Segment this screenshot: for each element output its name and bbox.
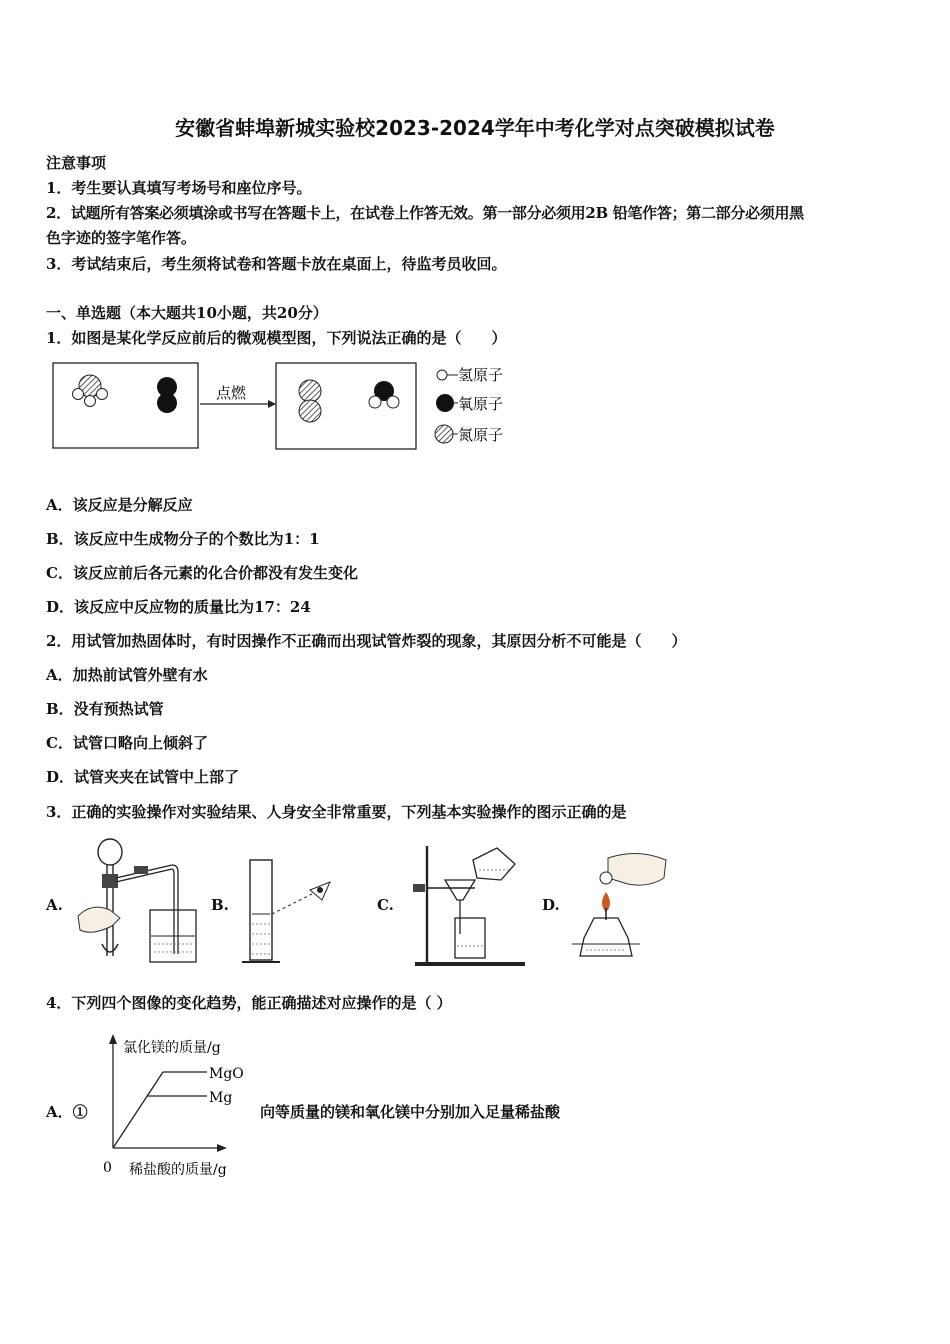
q2-option-c: C．试管口略向上倾斜了 <box>46 734 208 752</box>
q1-option-a: A．该反应是分解反应 <box>46 496 193 514</box>
legend-oxygen-icon <box>436 394 454 412</box>
q2-option-a: A．加热前试管外壁有水 <box>46 666 208 684</box>
legend-hydrogen: 氢原子 <box>458 366 504 384</box>
arrow-label: 点燃 <box>216 384 247 402</box>
q1-option-b: B．该反应中生成物分子的个数比为1：1 <box>46 530 320 548</box>
q4-graph <box>95 1032 260 1182</box>
legend-oxygen: 氧原子 <box>458 395 504 413</box>
q2-option-b: B．没有预热试管 <box>46 700 164 718</box>
series-label-mg: Mg <box>209 1090 233 1106</box>
oxygen-atom <box>157 393 177 413</box>
q3-image-d-alcohol-lamp <box>568 848 678 968</box>
q4-option-a-label: A．① <box>46 1103 88 1121</box>
hydrogen-atom <box>97 389 108 400</box>
reaction-model-diagram <box>50 360 550 455</box>
page-title: 安徽省蚌埠新城实验校2023-2024学年中考化学对点突破模拟试卷 <box>175 116 775 140</box>
q1-option-c: C．该反应前后各元素的化合价都没有发生变化 <box>46 564 358 582</box>
hydrogen-atom <box>369 396 381 408</box>
question-3-stem: 3．正确的实验操作对实验结果、人身安全非常重要，下列基本实验操作的图示正确的是 <box>46 803 627 821</box>
q3-image-a-airtight-check <box>72 836 202 968</box>
legend-nitrogen-icon <box>435 425 453 443</box>
section-heading: 一、单选题（本大题共10小题，共20分） <box>46 304 328 322</box>
series-line-mgo <box>113 1072 163 1148</box>
graph-ylabel: 氯化镁的质量/g <box>123 1040 221 1056</box>
hydrogen-atom <box>387 396 399 408</box>
hydrogen-atom <box>85 396 96 407</box>
question-1-stem: 1．如图是某化学反应前后的微观模型图，下列说法正确的是（ ） <box>46 329 507 347</box>
q3-label-d: D. <box>542 896 560 914</box>
q2-option-d: D．试管夹夹在试管中上部了 <box>46 768 240 786</box>
legend-hydrogen-icon <box>437 370 447 380</box>
nitrogen-atom <box>299 400 321 422</box>
question-2-stem: 2．用试管加热固体时，有时因操作不正确而出现试管炸裂的现象，其原因分析不可能是（ ） <box>46 632 687 650</box>
notice-item: 2．试题所有答案必须填涂或书写在答题卡上，在试卷上作答无效。第一部分必须用2B 铅笔作答；第二部分必须用黑 <box>46 204 804 222</box>
q3-image-b-cylinder-reading <box>238 856 338 968</box>
q3-label-a: A. <box>46 896 63 914</box>
notice-item: 1．考生要认真填写考场号和座位序号。 <box>46 179 312 197</box>
legend-nitrogen: 氮原子 <box>458 426 504 444</box>
q1-option-d: D．该反应中反应物的质量比为17：24 <box>46 598 311 616</box>
q3-label-b: B. <box>211 896 229 914</box>
q3-image-c-filtration <box>405 838 535 968</box>
series-label-mgo: MgO <box>209 1066 244 1082</box>
hydrogen-atom <box>73 389 84 400</box>
graph-xlabel: 稀盐酸的质量/g <box>129 1162 227 1178</box>
notice-item: 3．考试结束后，考生须将试卷和答题卡放在桌面上，待监考员收回。 <box>46 255 507 273</box>
notice-heading: 注意事项 <box>46 154 107 172</box>
notice-item: 色字迹的签字笔作答。 <box>46 229 197 247</box>
q3-label-c: C. <box>377 896 394 914</box>
q4-option-a-desc: 向等质量的镁和氧化镁中分别加入足量稀盐酸 <box>260 1103 561 1121</box>
nitrogen-atom <box>299 380 321 402</box>
question-4-stem: 4．下列四个图像的变化趋势，能正确描述对应操作的是（ ） <box>46 994 452 1012</box>
graph-origin: 0 <box>103 1160 112 1176</box>
